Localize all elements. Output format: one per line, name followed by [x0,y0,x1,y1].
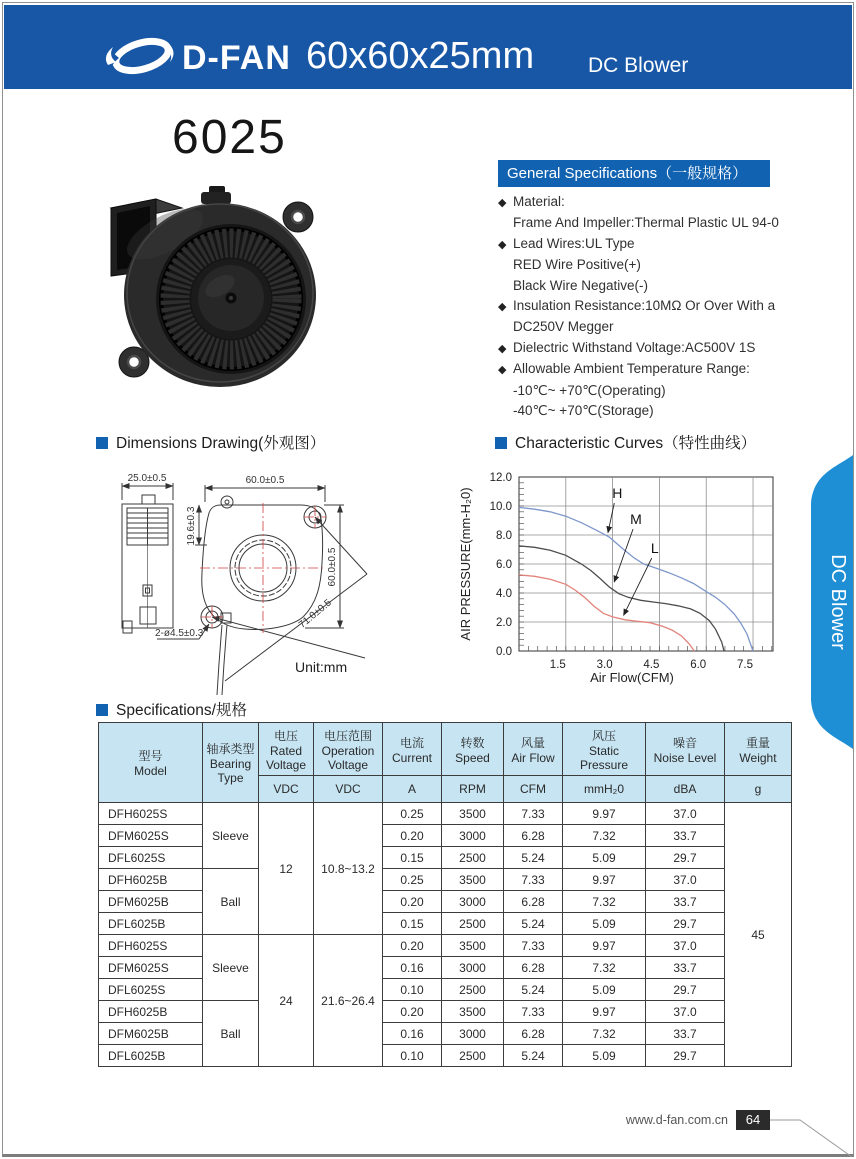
product-category: DC Blower [588,54,689,77]
spec-line: Frame And Impeller:Thermal Plastic UL 94-0 [513,215,779,231]
diamond-bullet-icon: ◆ [498,197,507,209]
unit-label: Unit:mm [295,659,348,675]
curve-L [519,575,694,651]
y-tick-label: 12.0 [489,472,512,484]
x-tick-label: 3.0 [596,659,613,671]
weight-group: 45 [725,803,792,1067]
dimensions-section-title: Dimensions Drawing(外观图） [96,431,325,453]
op-voltage-group: 21.6~26.4 [314,935,383,1067]
table-header-row [99,723,792,776]
table-row: DFH6025B Ball 0.20 3500 7.33 9.97 37.0 [99,1001,792,1023]
annotation-arrow [624,558,652,615]
y-tick-label: 4.0 [496,588,512,600]
spec-line: -40℃~ +70℃(Storage) [513,403,654,419]
brand-name: D-FAN [182,39,291,77]
y-tick-label: 6.0 [496,559,512,571]
spec-line: -10℃~ +70℃(Operating) [513,382,666,398]
table-row: DFL6025S 0.15 2500 5.24 5.09 29.7 [99,847,792,869]
unit-cfm: CFM [504,776,563,803]
bearing-group: Ball [203,1001,259,1067]
curve-H [519,507,753,651]
col-pressure: 风压 Static Pressure [563,723,646,776]
col-bearing: 轴承类型 Bearing Type [203,723,259,803]
section-square-icon [96,437,108,449]
website-url: www.d-fan.com.cn [625,1113,728,1127]
spec-line: RED Wire Positive(+) [513,257,641,273]
col-airflow: 风量 Air Flow [504,723,563,776]
product-size: 60x60x25mm [306,35,535,77]
general-specs-header: General Specifications（一般规格） [498,160,770,187]
spec-line: ◆ Dielectric Withstand Voltage:AC500V 1S [498,338,808,359]
annotation-arrow [614,529,633,582]
col-noise: 噪音 Noise Level [646,723,725,776]
general-specs-list [498,192,808,421]
table-row: DFM6025B 0.16 3000 6.28 7.32 33.7 [99,1023,792,1045]
annotation-arrow [608,503,614,533]
unit-rpm: RPM [442,776,504,803]
bearing-group: Sleeve [203,935,259,1001]
table-row: DFH6025S Sleeve 24 21.6~26.4 0.20 3500 7.33 9.97 37.0 [99,935,792,957]
diamond-bullet-icon: ◆ [498,342,507,355]
table-row: DFL6025S 0.10 2500 5.24 5.09 29.7 [99,979,792,1001]
spec-line: ◆ Material: [498,192,808,213]
series-label-M: M [630,511,642,528]
unit-dba: dBA [646,776,725,803]
table-row: DFM6025B 0.20 3000 6.28 7.32 33.7 [99,891,792,913]
col-current: 电流 Current [383,723,442,776]
col-weight: 重量 Weight [725,723,792,776]
specifications-section-title: Specifications/规格 [96,698,247,720]
dim-hole-offset: 19.6±0.3 [186,506,197,546]
brand-logo-icon [104,32,178,80]
product-model-title: 6025 [172,111,287,164]
x-tick-label: 7.5 [737,659,754,671]
bearing-group: Ball [203,869,259,935]
spec-line: ◆ Lead Wires:UL Type [498,234,808,255]
dimensions-drawing [95,455,455,705]
col-operation-voltage: 电压范围 Operation Voltage [314,723,383,776]
series-label-H: H [612,485,623,502]
voltage-group: 12 [259,803,314,935]
footer-corner-line [770,1108,854,1159]
voltage-group: 24 [259,935,314,1067]
unit-vdc: VDC [259,776,314,803]
dim-width: 60.0±0.5 [245,475,285,486]
spec-line: Black Wire Negative(-) [513,277,649,293]
y-tick-label: 2.0 [496,617,512,629]
x-axis-label: Air Flow(CFM) [590,670,674,685]
section-square-icon [96,704,108,716]
series-label-L: L [650,540,659,557]
table-row: DFL6025B 0.15 2500 5.24 5.09 29.7 [99,913,792,935]
table-row: DFH6025B Ball 0.25 3500 7.33 9.97 37.0 [99,869,792,891]
y-axis-label: AIR PRESSURE(mm-H₂0) [458,487,473,641]
curves-section-title: Characteristic Curves（特性曲线） [495,431,756,453]
diamond-bullet-icon: ◆ [498,364,507,377]
bearing-group: Sleeve [203,803,259,869]
diamond-bullet-icon: ◆ [498,301,507,314]
characteristic-curves-chart [450,460,790,700]
spec-line: ◆ Insulation Resistance:10MΩ Or Over With a [498,296,808,317]
spec-line: ◆ Allowable Ambient Temperature Range: [498,359,808,380]
dim-holes: 2-ø4.5±0.3 [155,628,204,639]
x-tick-label: 1.5 [549,659,566,671]
table-row: DFM6025S 0.16 3000 6.28 7.32 33.7 [99,957,792,979]
specifications-table [98,722,792,1067]
col-speed: 转数 Speed [442,723,504,776]
table-row: DFM6025S 0.20 3000 6.28 7.32 33.7 [99,825,792,847]
header-bar [4,5,852,89]
table-row: DFH6025S Sleeve 12 10.8~13.2 0.25 3500 7.33 9.97 37.0 45 [99,803,792,825]
section-square-icon [495,437,507,449]
spec-line: DC250V Megger [513,319,614,335]
unit-a: A [383,776,442,803]
col-rated-voltage: 电压 Rated Voltage [259,723,314,776]
col-model: 型号 Model [99,723,203,803]
side-tab [806,452,853,752]
unit-vdc: VDC [314,776,383,803]
unit-g: g [725,776,792,803]
x-tick-label: 6.0 [690,659,707,671]
y-tick-label: 10.0 [489,501,512,513]
dim-height: 60.0±0.5 [327,547,338,587]
page-number-badge: 64 [736,1110,770,1130]
x-tick-label: 4.5 [643,659,660,671]
table-row: DFL6025B 0.10 2500 5.24 5.09 29.7 [99,1045,792,1067]
unit-mmh2o: mmH₂0 [563,776,646,803]
side-tab-label: DC Blower [827,554,849,650]
op-voltage-group: 10.8~13.2 [314,803,383,935]
diamond-bullet-icon: ◆ [498,238,507,251]
y-tick-label: 8.0 [496,530,512,542]
dim-diagonal: 71.0±0.5 [296,597,334,631]
y-tick-label: 0.0 [496,646,512,658]
dim-depth: 25.0±0.5 [127,473,167,484]
product-photo [103,178,321,390]
